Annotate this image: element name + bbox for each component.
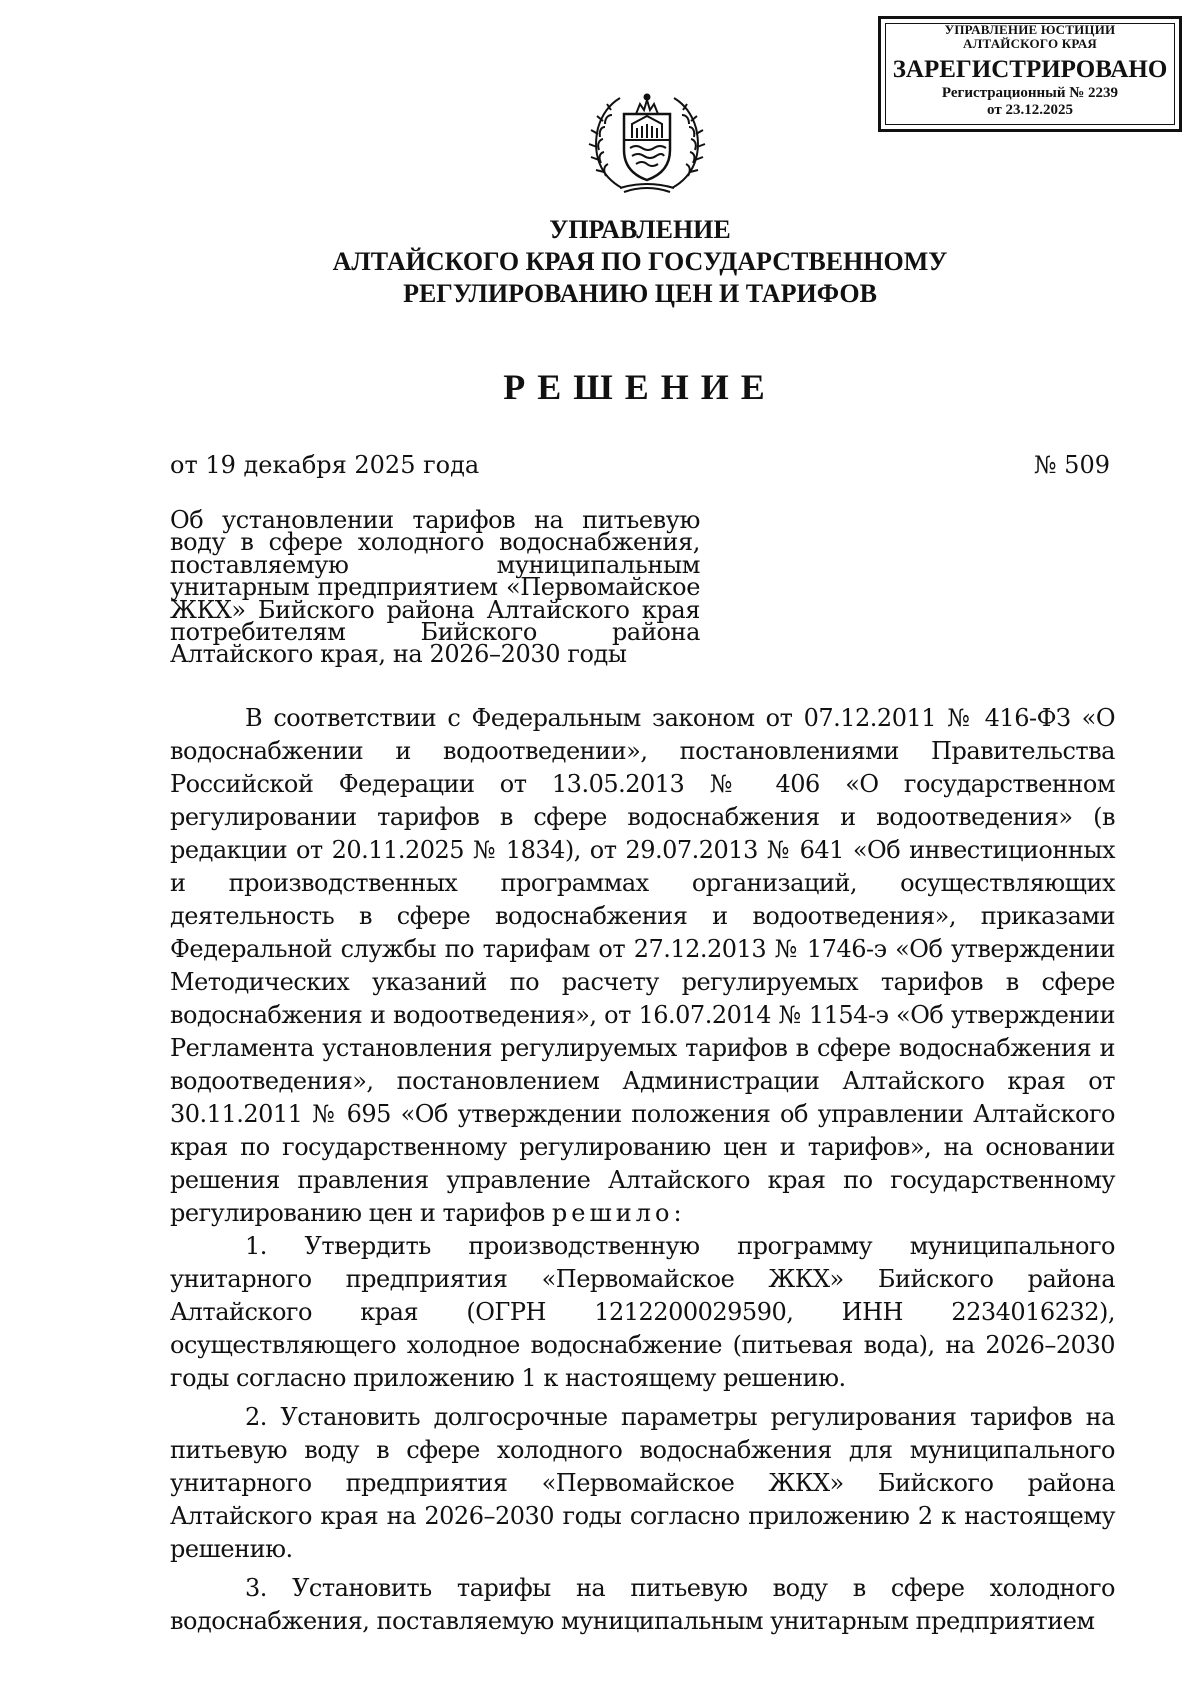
stamp-authority-line2: АЛТАЙСКОГО КРАЯ [963, 36, 1097, 51]
stamp-authority-line1: УПРАВЛЕНИЕ ЮСТИЦИИ [944, 22, 1116, 37]
decision-date: от 19 декабря 2025 года [170, 451, 480, 479]
preamble-text: В соответствии с Федеральным законом от 07.12.2011 № 416-ФЗ «О водоснабжении и водоотведении», постановлениями Правительства Российской Федерации от 13.05.2013 № 406 «О государственном регулировании тарифов в сфере водоснабжения и водоотведения» (в редакции от 20.11.2025 № 1834), от 29.07.2013 № 641 «Об инвестиционных и производственных программах организаций, осуществляющих деятельность в сфере водоснабжения и водоотведения», приказами Федеральной службы по тарифам от 27.12.2013 № 1746-э «Об утверждении Методических указаний по расчету регулируемых тарифов в сфере водоснабжения и водоотведения», от 16.07.2014 № 1154-э «Об утверждении Регламента установления регулируемых тарифов в сфере водоснабжения и водоотведения», постановлением Администрации Алтайского края от 30.11.2011 № 695 «Об утверждении положения об управлении Алтайского края по государственному регулированию цен и тарифов», на основании решения правления управление Алтайского края по государственному регулированию цен и тарифов [170, 704, 1115, 1227]
org-line-2: АЛТАЙСКОГО КРАЯ ПО ГОСУДАРСТВЕННОМУ [332, 247, 948, 276]
decision-number: № 509 [1033, 451, 1110, 479]
document-type-title: РЕШЕНИЕ [503, 367, 777, 407]
item-2-paragraph: 2. Установить долгосрочные параметры регулирования тарифов на питьевую воду в сфере холодного водоснабжения для муниципального унитарного предприятия «Первомайское ЖКХ» Бийского района Алтайского края на 2026–2030 годы согласно приложению 2 к настоящему решению. [170, 1403, 1115, 1563]
org-line-3: РЕГУЛИРОВАНИЮ ЦЕН И ТАРИФОВ [403, 279, 877, 308]
decided-word: решило: [551, 1199, 686, 1227]
decision-subject: Об установлении тарифов на питьевую воду в сфере холодного водоснабжения, поставляемую муниципальным унитарным предприятием «Первомайское ЖКХ» Бийского района Алтайского края потребителям Бийского района Алтайского края, на 2026–2030 годы [170, 506, 700, 669]
altai-krai-coat-of-arms-icon [584, 84, 710, 196]
stamp-status: ЗАРЕГИСТРИРОВАНО [892, 56, 1168, 83]
item-1-paragraph: 1. Утвердить производственную программу муниципального унитарного предприятия «Первомайское ЖКХ» Бийского района Алтайского края (ОГРН 1212200029590, ИНН 2234016232), осуществляющего холодное водоснабжение (питьевая вода), на 2026–2030 годы согласно приложению 1 к настоящему решению. [170, 1232, 1115, 1392]
item-3-paragraph: 3. Установить тарифы на питьевую воду в сфере холодного водоснабжения, поставляемую муниципальным унитарным предприятием [170, 1574, 1115, 1635]
stamp-reg-number: Регистрационный № 2239 [941, 85, 1119, 101]
org-line-1: УПРАВЛЕНИЕ [549, 215, 731, 244]
issuing-authority [200, 214, 1080, 310]
stamp-reg-date: от 23.12.2025 [987, 102, 1073, 118]
registration-stamp [878, 16, 1182, 132]
preamble-paragraph [170, 702, 1115, 1230]
decision-body [170, 702, 1115, 1638]
